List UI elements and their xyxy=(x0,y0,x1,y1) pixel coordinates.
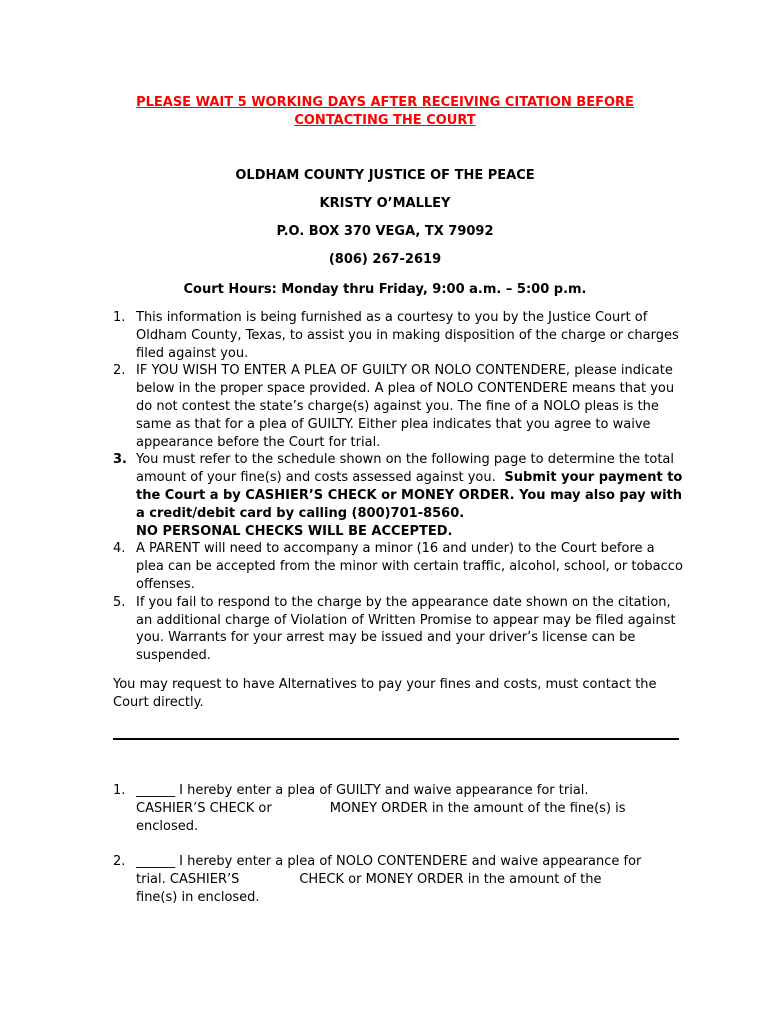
plea-line-3: fine(s) in enclosed. xyxy=(136,890,260,905)
plea-line-2-end: MONEY ORDER in the amount of the fine(s) is xyxy=(329,801,626,816)
section-divider xyxy=(113,738,679,740)
instruction-text: A PARENT will need to accompany a minor (16 and under) to the Court before a plea can be accepted from the minor with certain traffic, alcohol, school, or tobacco offenses. xyxy=(136,541,683,592)
plea-line-3: enclosed. xyxy=(136,819,199,834)
instruction-number: 4. xyxy=(113,541,126,557)
court-address: P.O. BOX 370 VEGA, TX 79092 xyxy=(276,224,494,239)
plea-line-1: ______ I hereby enter a plea of GUILTY and waive appearance for trial. xyxy=(136,783,589,798)
court-phone: (806) 267-2619 xyxy=(328,252,442,267)
plea-line-2-end: CHECK or MONEY ORDER in the amount of the xyxy=(299,872,602,887)
plea-line-2-start: CASHIER’S CHECK or xyxy=(136,801,272,816)
no-personal-checks: NO PERSONAL CHECKS WILL BE ACCEPTED. xyxy=(136,523,453,539)
plea-line-2 xyxy=(136,871,683,889)
wait-notice xyxy=(100,94,670,130)
instruction-item xyxy=(113,540,683,593)
instruction-number: 2. xyxy=(113,363,126,379)
payment-instructions: Submit your payment to the Court a by CASHIER’S CHECK or MONEY ORDER. You may also pay with a credit/debit card by calling (800)701-8560. xyxy=(136,470,683,521)
wait-notice-line-1: PLEASE WAIT 5 WORKING DAYS AFTER RECEIVING CITATION BEFORE xyxy=(136,95,634,110)
instruction-item xyxy=(113,362,683,451)
plea-option-nolo xyxy=(113,853,683,907)
wait-notice-line-2: CONTACTING THE COURT xyxy=(294,113,476,128)
plea-line-2-start: trial. CASHIER’S xyxy=(136,872,240,887)
instruction-number: 3. xyxy=(113,452,127,468)
court-name: OLDHAM COUNTY JUSTICE OF THE PEACE xyxy=(235,168,535,183)
plea-line-2 xyxy=(136,800,683,818)
instruction-number: 1. xyxy=(113,310,126,325)
instruction-number: 5. xyxy=(113,594,126,610)
plea-option-guilty xyxy=(113,782,683,836)
instruction-item xyxy=(113,309,683,362)
instruction-text: If you fail to respond to the charge by the appearance date shown on the citation, an additional charge of Violation of Written Promise to appear may be filed against you. Warrants for your arrest may be issued and your driver’s license can be suspended. xyxy=(136,594,676,664)
plea-number: 2. xyxy=(113,854,126,869)
instruction-item xyxy=(113,451,683,540)
court-hours: Court Hours: Monday thru Friday, 9:00 a.m. – 5:00 p.m. xyxy=(183,282,587,297)
alternatives-note: You may request to have Alternatives to pay your fines and costs, must contact the Court directly. xyxy=(113,677,657,710)
judge-name: KRISTY O’MALLEY xyxy=(319,196,451,211)
plea-line-1: ______ I hereby enter a plea of NOLO CONTENDERE and waive appearance for xyxy=(136,854,642,869)
instruction-item xyxy=(113,594,683,665)
plea-number: 1. xyxy=(113,783,126,798)
instruction-text: This information is being furnished as a courtesy to you by the Justice Court of Oldham County, Texas, to assist you in making disposition of the charge or charges filed against you. xyxy=(136,310,679,361)
instructions-list xyxy=(113,309,683,665)
instruction-text: You must refer to the schedule shown on the following page to determine the total amount of your fine(s) and costs assessed against you. xyxy=(136,452,675,486)
instruction-text: IF YOU WISH TO ENTER A PLEA OF GUILTY OR NOLO CONTENDERE, please indicate below in the proper space provided. A plea of NOLO CONTENDERE means that you do not contest the state’s charge(s) against you. The fine of a NOLO pleas is the same as that for a plea of GUILTY. Either plea indicates that you agree to waive appearance before the Court for trial. xyxy=(136,363,675,450)
